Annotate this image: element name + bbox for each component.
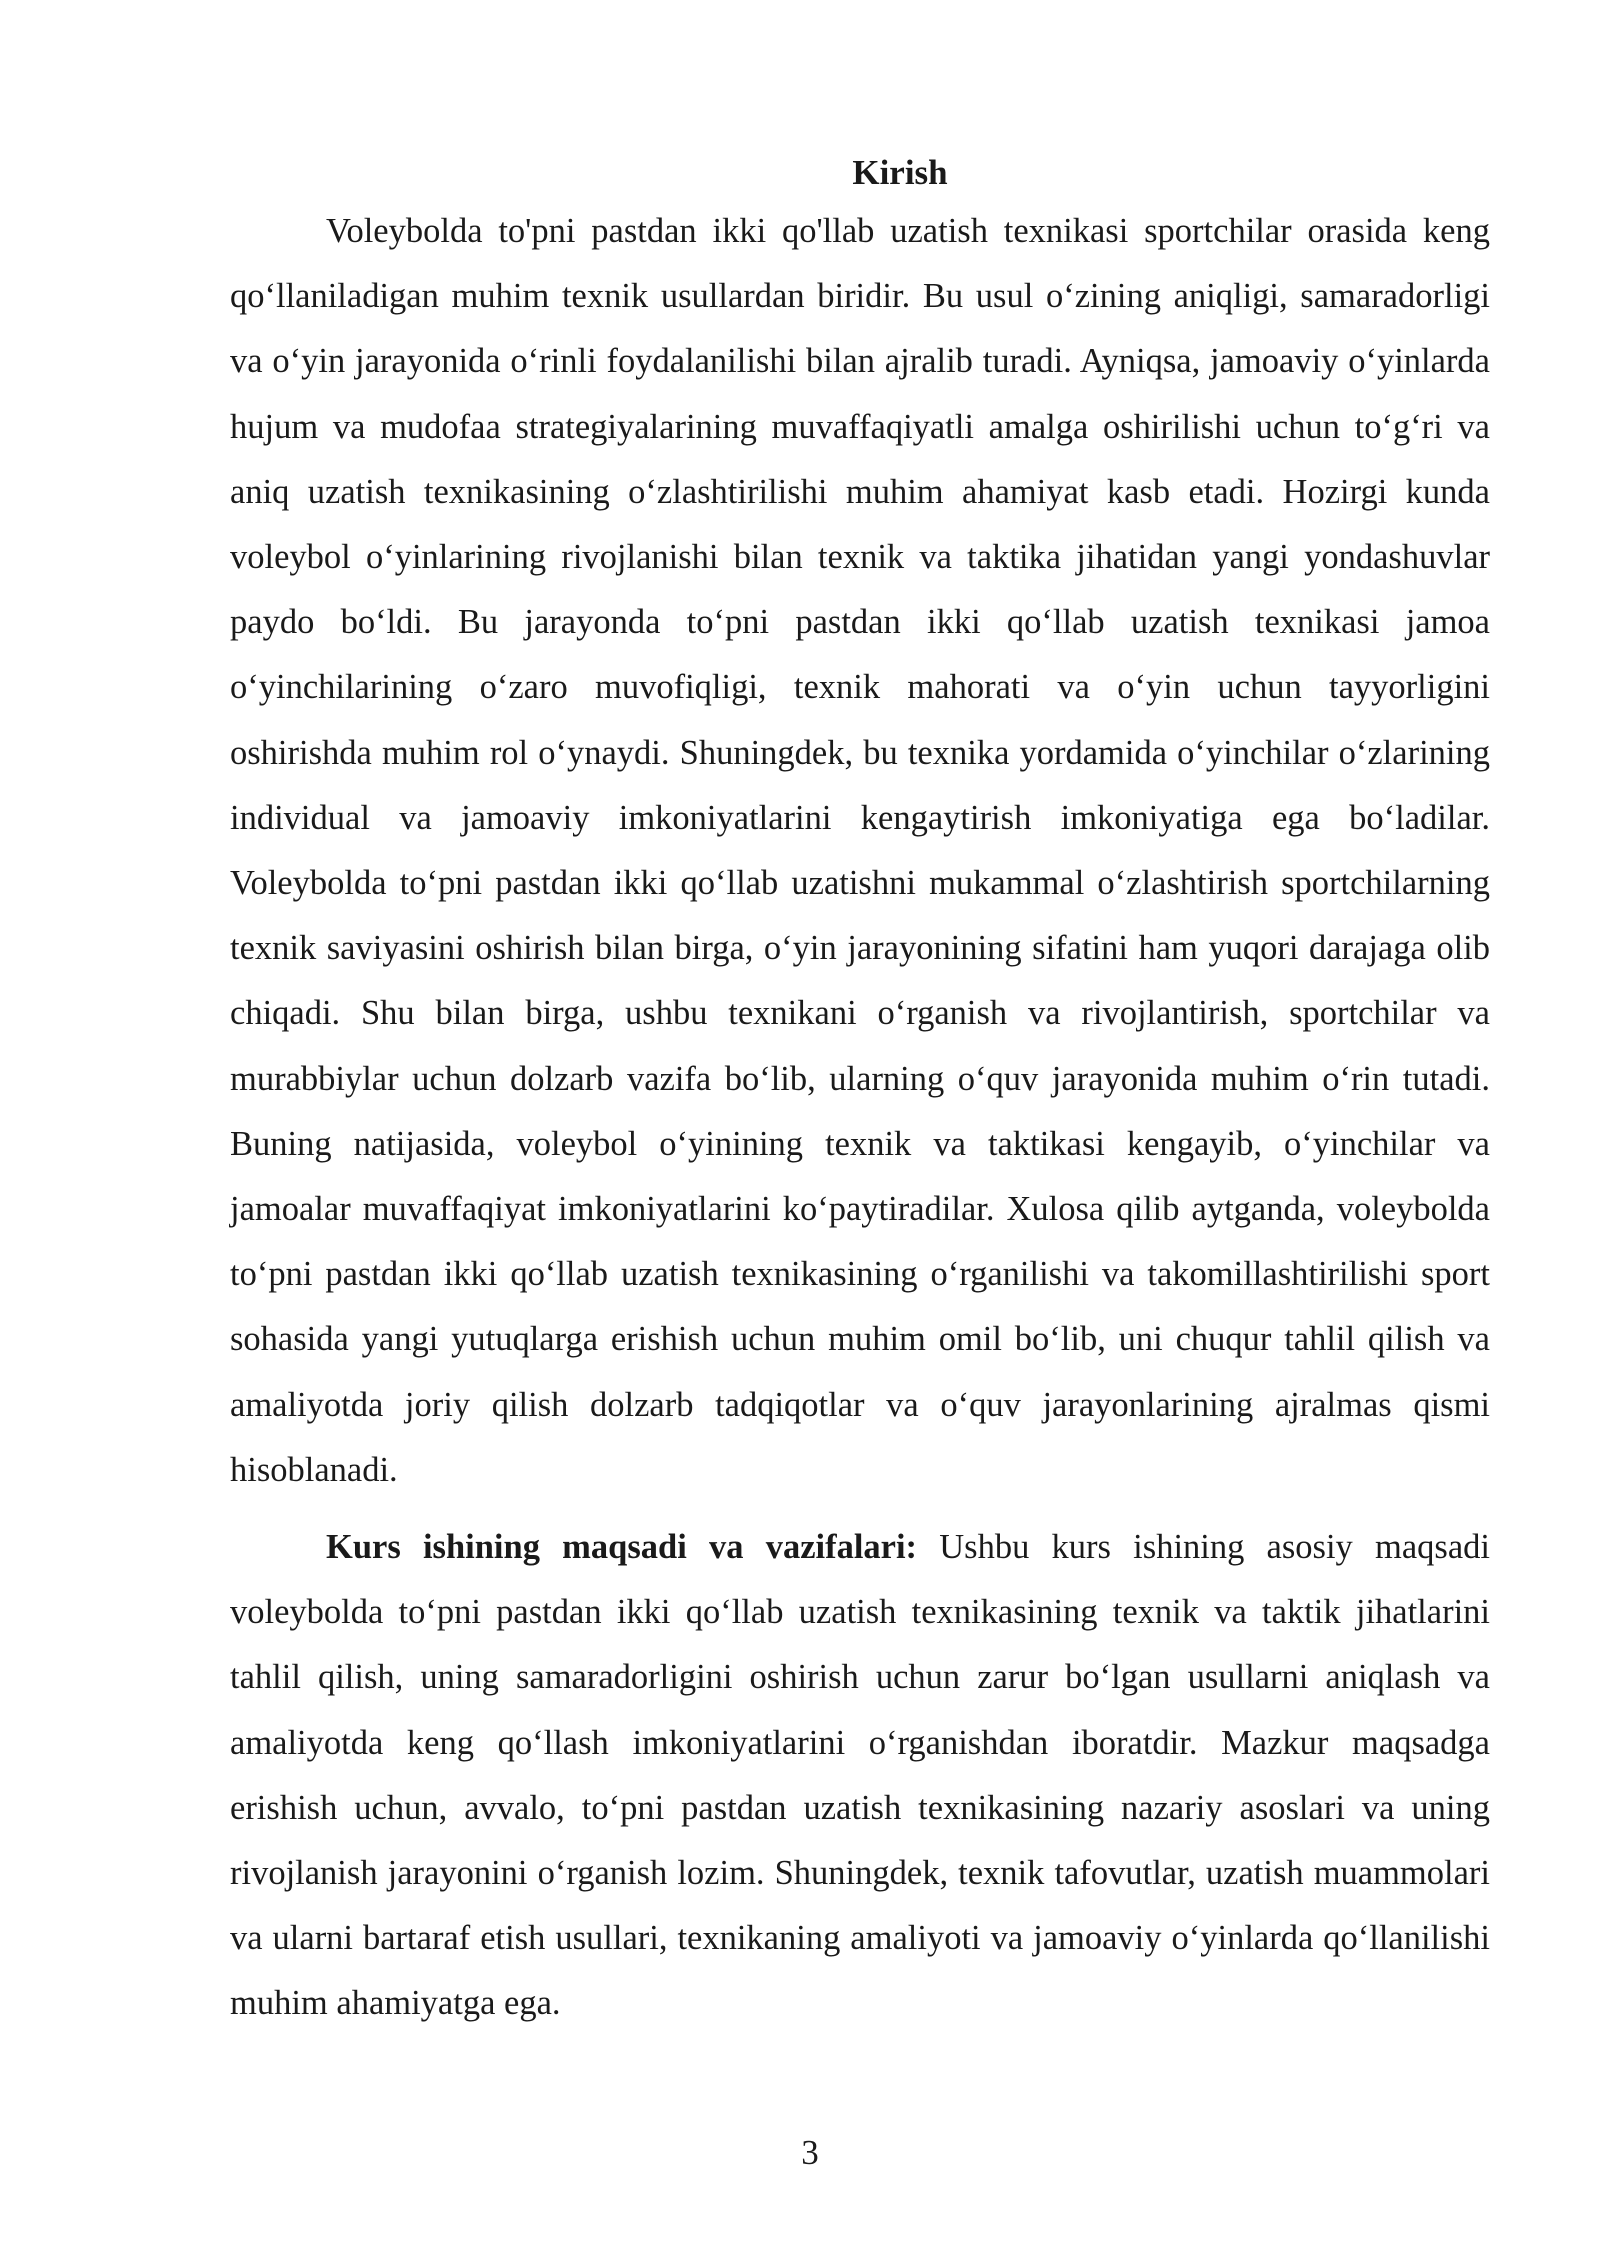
intro-paragraph: Voleybolda to'pni pastdan ikki qo'llab uzatish texnikasi sportchilar orasida keng qo‘llaniladigan muhim texnik usullardan biridir. Bu usul o‘zining aniqligi, samaradorligi va o‘yin jarayonida o‘rinli foydalanilishi bilan ajralib turadi. Ayniqsa, jamoaviy o‘yinlarda hujum va mudofaa strategiyalarining muvaffaqiyatli amalga oshirilishi uchun to‘g‘ri va aniq uzatish texnikasining o‘zlashtirilishi muhim ahamiyat kasb etadi. Hozirgi kunda voleybol o‘yinlarining rivojlanishi bilan texnik va taktika jihatidan yangi yondashuvlar paydo bo‘ldi. Bu jarayonda to‘pni pastdan ikki qo‘llab uzatish texnikasi jamoa o‘yinchilarining o‘zaro muvofiqligi, texnik mahorati va o‘yin uchun tayyorligini oshirishda muhim rol o‘ynaydi. Shuningdek, bu texnika yordamida o‘yinchilar o‘zlarining individual va jamoaviy imkoniyatlarini kengaytirish imkoniyatiga ega bo‘ladilar. Voleybolda to‘pni pastdan ikki qo‘llab uzatishni mukammal o‘zlashtirish sportchilarning texnik saviyasini oshirish bilan birga, o‘yin jarayonining sifatini ham yuqori darajaga olib chiqadi. Shu bilan birga, ushbu texnikani o‘rganish va rivojlantirish, sportchilar va murabbiylar uchun dolzarb vazifa bo‘lib, ularning o‘quv jarayonida muhim o‘rin tutadi. Buning natijasida, voleybol o‘yinining texnik va taktikasi kengayib, o‘yinchilar va jamoalar muvaffaqiyat imkoniyatlarini ko‘paytiradilar. Xulosa qilib aytganda, voleybolda to‘pni pastdan ikki qo‘llab uzatish texnikasining o‘rganilishi va takomillashtirilishi sport sohasida yangi yutuqlarga erishish uchun muhim omil bo‘lib, uni chuqur tahlil qilish va amaliyotda joriy qilish dolzarb tadqiqotlar va o‘quv jarayonlarining ajralmas qismi hisoblanadi. (230, 212, 1490, 1489)
goals-paragraph-text: Ushbu kurs ishining asosiy maqsadi voleybolda to‘pni pastdan ikki qo‘llab uzatish texnikasining texnik va taktik jihatlarini tahlil qilish, uning samaradorligini oshirish uchun zarur bo‘lgan usullarni aniqlash va amaliyotda keng qo‘llash imkoniyatlarini o‘rganishdan iboratdir. Mazkur maqsadga erishish uchun, avvalo, to‘pni pastdan uzatish texnikasining nazariy asoslari va uning rivojlanish jarayonini o‘rganish lozim. Shuningdek, texnik tafovutlar, uzatish muammolari va ularni bartaraf etish usullari, texnikaning amaliyoti va jamoaviy o‘yinlarda qo‘llanilishi muhim ahamiyatga ega. (230, 1528, 1490, 2023)
section-title: Kirish (852, 153, 948, 192)
page-content (230, 150, 1490, 2037)
page-number: 3 (801, 2133, 819, 2172)
goals-heading: Kurs ishining maqsadi va vazifalari: (326, 1528, 918, 1567)
goals-paragraph (230, 1515, 1490, 2037)
